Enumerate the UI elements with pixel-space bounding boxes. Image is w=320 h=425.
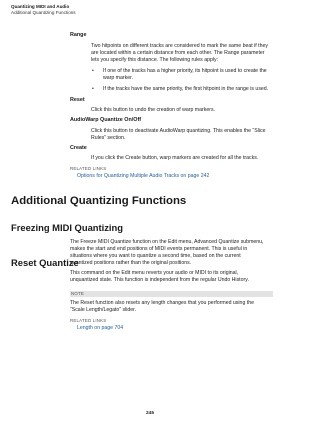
audiowarp-line-2: Rules” section. bbox=[91, 135, 126, 141]
freezing-line-3: situations where you want to quantize a second time, based on the current bbox=[70, 253, 241, 259]
create-description: If you click the Create button, warp markers are created for all the tracks. bbox=[91, 155, 259, 161]
freezing-line-2: makes the start and end positions of MIDI events permanent. This is useful in bbox=[70, 246, 248, 252]
section-heading-freezing-midi: Freezing MIDI Quantizing bbox=[11, 222, 123, 233]
range-line-3: lets you specify this distance. The following rules apply: bbox=[91, 57, 219, 63]
bullet-text-line-2: warp marker. bbox=[103, 75, 133, 81]
header-section-title: Additional Quantizing Functions bbox=[11, 10, 76, 15]
related-links-label-2: RELATED LINKS bbox=[70, 318, 107, 323]
range-line-1: Two hitpoints on different tracks are considered to mark the same beat if they bbox=[91, 43, 268, 49]
bullet-marker: • bbox=[92, 86, 94, 92]
reset-quantize-line-2: unquantized state. This function is independent from the regular Undo History. bbox=[70, 277, 249, 283]
related-links-label: RELATED LINKS bbox=[70, 166, 107, 171]
page-number: 245 bbox=[145, 411, 154, 416]
note-label-bar bbox=[70, 291, 273, 297]
section-heading-reset-quantize-text: Reset Quantize bbox=[11, 257, 79, 268]
note-line-1: The Reset function also resets any length changes that you performed using the bbox=[70, 300, 254, 306]
freezing-line-4: quantized positions rather than the original positions. bbox=[70, 260, 192, 266]
term-range: Range bbox=[70, 32, 87, 38]
term-reset: Reset bbox=[70, 97, 85, 103]
bullet-text-line-1: If one of the tracks has a higher priority, its hitpoint is used to create the bbox=[103, 68, 267, 74]
related-link-length[interactable]: Length on page 704 bbox=[77, 325, 124, 331]
reset-description: Click this button to undo the creation of warp markers. bbox=[91, 107, 215, 113]
note-line-2: “Scale Length/Legato” slider. bbox=[70, 307, 137, 313]
bullet-text-line-1: If the tracks have the same priority, the first hitpoint in the range is used. bbox=[103, 86, 269, 92]
freezing-line-1: The Freeze MIDI Quantize function on the Edit menu, Advanced Quantize submenu, bbox=[70, 239, 264, 245]
range-bullet-1 bbox=[92, 68, 282, 82]
term-audiowarp-quantize: AudioWarp Quantize On/Off bbox=[70, 117, 142, 123]
section-heading-additional-quantizing: Additional Quantizing Functions bbox=[11, 195, 187, 207]
note-label: NOTE bbox=[71, 291, 84, 296]
range-line-2: are located within a certain distance from each other. The Range parameter bbox=[91, 50, 265, 56]
audiowarp-line-1: Click this button to deactivate AudioWarp quantizing. This enables the “Slice bbox=[91, 128, 266, 134]
bullet-marker: • bbox=[92, 68, 94, 74]
related-link-multiple-audio-tracks[interactable]: Options for Quantizing Multiple Audio Tracks on page 242 bbox=[77, 173, 210, 179]
reset-quantize-line-1: This command on the Edit menu reverts your audio or MIDI to its original, bbox=[70, 270, 239, 276]
header-chapter-title: Quantizing MIDI and Audio bbox=[11, 4, 70, 9]
term-create: Create bbox=[70, 145, 87, 151]
range-bullet-2 bbox=[92, 86, 282, 93]
running-header bbox=[11, 4, 76, 16]
